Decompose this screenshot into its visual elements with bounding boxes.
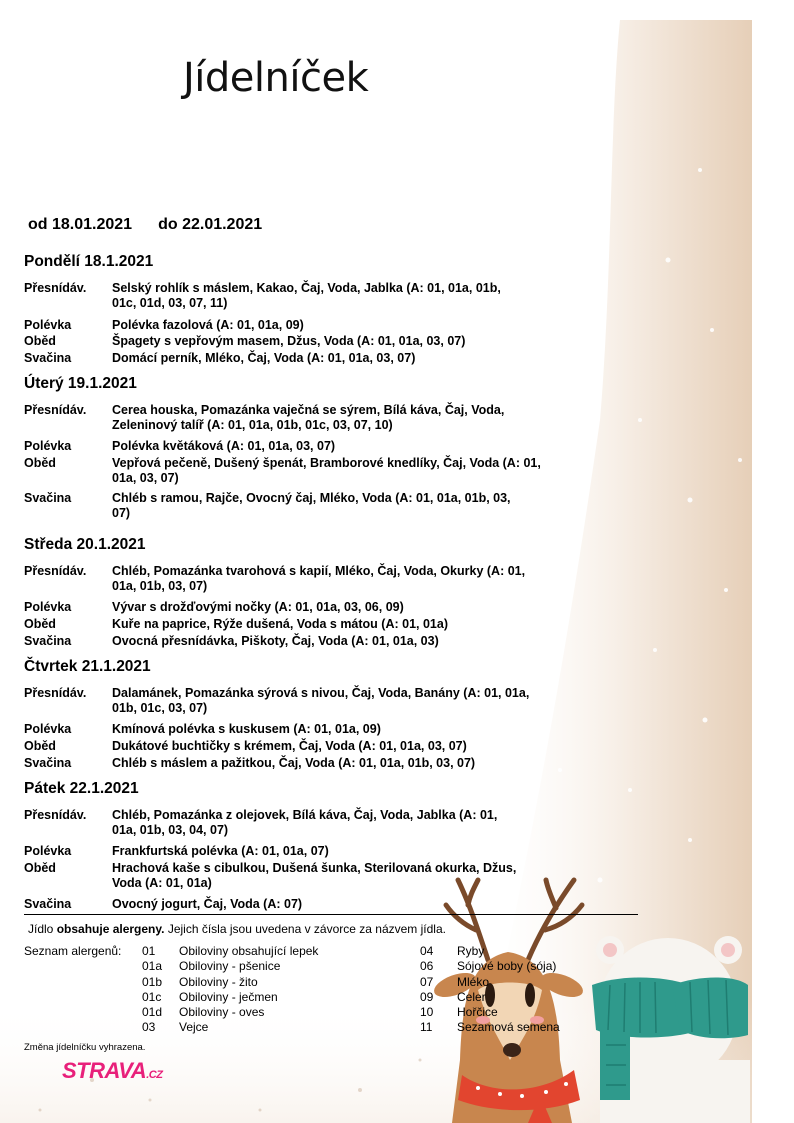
allergen-names-left: Obiloviny obsahující lepek Obiloviny - pšenice Obiloviny - žito Obiloviny - ječmen Obiloviny - oves Vejce bbox=[179, 944, 319, 1035]
meal-text: Ovocný jogurt, Čaj, Voda (A: 07) bbox=[112, 897, 303, 911]
day-heading: Pátek 22.1.2021 bbox=[24, 780, 139, 797]
meal-label: Svačina bbox=[24, 491, 72, 505]
meal-text: Dukátové buchtičky s krémem, Čaj, Voda (A: 01, 01a, 03, 07) bbox=[112, 739, 467, 753]
footer-note: Změna jídelníčku vyhrazena. bbox=[24, 1042, 146, 1053]
meal-text: Špagety s vepřovým masem, Džus, Voda (A: 01, 01a, 03, 07) bbox=[112, 334, 466, 348]
meal-label: Svačina bbox=[24, 634, 72, 648]
strava-logo: STRAVA.CZ bbox=[62, 1058, 163, 1083]
meal-text: Chléb, Pomazánka tvarohová s kapií, Mléko, Čaj, Voda, Okurky (A: 01, 01a, 01b, 03, 07) bbox=[112, 564, 526, 593]
meal-label: Přesnídáv. bbox=[24, 686, 87, 700]
meal-label: Svačina bbox=[24, 756, 72, 770]
allergen-names-right: Ryby Sójové boby (sója) Mléko Celer Hořčice Sezamová semena bbox=[457, 944, 560, 1035]
meal-text: Chléb s ramou, Rajče, Ovocný čaj, Mléko, Voda (A: 01, 01a, 01b, 03, 07) bbox=[112, 491, 511, 520]
meal-label: Přesnídáv. bbox=[24, 808, 87, 822]
date-to: do 22.01.2021 bbox=[158, 216, 263, 233]
date-range bbox=[28, 216, 288, 234]
meal-text: Vývar s drožďovými nočky (A: 01, 01a, 03, 06, 09) bbox=[112, 600, 404, 614]
meal-label: Oběd bbox=[24, 739, 56, 753]
meal-label: Oběd bbox=[24, 456, 56, 470]
allergen-list-heading: Seznam alergenů: bbox=[24, 944, 122, 958]
meal-text: Chléb, Pomazánka z olejovek, Bílá káva, Čaj, Voda, Jablka (A: 01, 01a, 01b, 03, 04, 07) bbox=[112, 808, 498, 837]
allergen-note: Jídlo obsahuje alergeny. Jejich čísla jsou uvedena v závorce za názvem jídla. bbox=[28, 922, 446, 936]
day-heading: Úterý 19.1.2021 bbox=[24, 375, 137, 392]
date-from: od 18.01.2021 bbox=[28, 216, 133, 233]
meal-label: Polévka bbox=[24, 439, 72, 453]
meal-text: Kuře na paprice, Rýže dušená, Voda s mátou (A: 01, 01a) bbox=[112, 617, 448, 631]
meal-text: Selský rohlík s máslem, Kakao, Čaj, Voda, Jablka (A: 01, 01a, 01b, 01c, 01d, 03, 07, 11) bbox=[112, 281, 501, 310]
meal-label: Svačina bbox=[24, 897, 72, 911]
meal-text: Dalamánek, Pomazánka sýrová s nivou, Čaj, Voda, Banány (A: 01, 01a, 01b, 01c, 03, 07) bbox=[112, 686, 530, 715]
meal-text: Vepřová pečeně, Dušený špenát, Bramborové knedlíky, Čaj, Voda (A: 01, 01a, 03, 07) bbox=[112, 456, 541, 485]
meal-label: Oběd bbox=[24, 861, 56, 875]
day-heading: Čtvrtek 21.1.2021 bbox=[24, 658, 151, 675]
meal-text: Chléb s máslem a pažitkou, Čaj, Voda (A: 01, 01a, 01b, 03, 07) bbox=[112, 756, 476, 770]
allergen-codes-right: 04 06 07 09 10 11 bbox=[420, 944, 434, 1035]
meal-text: Ovocná přesnídávka, Piškoty, Čaj, Voda (A: 01, 01a, 03) bbox=[112, 634, 439, 648]
day-heading: Pondělí 18.1.2021 bbox=[24, 253, 154, 270]
meal-label: Polévka bbox=[24, 318, 72, 332]
meal-label: Polévka bbox=[24, 722, 72, 736]
meal-text: Polévka fazolová (A: 01, 01a, 09) bbox=[112, 318, 304, 332]
meal-label: Svačina bbox=[24, 351, 72, 365]
day-heading: Středa 20.1.2021 bbox=[24, 536, 146, 553]
meal-text: Cerea houska, Pomazánka vaječná se sýrem, Bílá káva, Čaj, Voda, Zeleninový talíř (A: 01, 01a, 01b, 01c, 03, 07, 10) bbox=[112, 403, 505, 432]
meal-label: Polévka bbox=[24, 844, 72, 858]
meal-text: Polévka květáková (A: 01, 01a, 03, 07) bbox=[112, 439, 336, 453]
page-title: Jídelníček bbox=[183, 55, 369, 101]
meal-label: Přesnídáv. bbox=[24, 403, 87, 417]
meal-text: Hrachová kaše s cibulkou, Dušená šunka, Sterilovaná okurka, Džus, Voda (A: 01, 01a) bbox=[112, 861, 517, 890]
divider bbox=[24, 914, 638, 915]
meal-label: Přesnídáv. bbox=[24, 281, 87, 295]
meal-label: Polévka bbox=[24, 600, 72, 614]
meal-label: Oběd bbox=[24, 334, 56, 348]
meal-label: Oběd bbox=[24, 617, 56, 631]
meal-label: Přesnídáv. bbox=[24, 564, 87, 578]
meal-text: Frankfurtská polévka (A: 01, 01a, 07) bbox=[112, 844, 329, 858]
meal-text: Kmínová polévka s kuskusem (A: 01, 01a, 09) bbox=[112, 722, 381, 736]
allergen-codes-left: 01 01a 01b 01c 01d 03 bbox=[142, 944, 163, 1035]
meal-text: Domácí perník, Mléko, Čaj, Voda (A: 01, 01a, 03, 07) bbox=[112, 351, 416, 365]
